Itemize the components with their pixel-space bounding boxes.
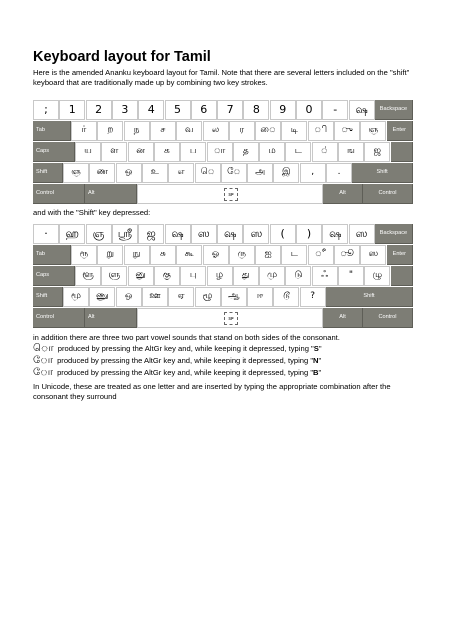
- key-label: 5: [174, 103, 181, 116]
- key-label: டூ: [282, 291, 290, 301]
- key-label: Control: [36, 314, 55, 320]
- normal-key: [360, 121, 386, 141]
- normal-key: [243, 100, 269, 120]
- key-label: ஸ: [197, 227, 210, 240]
- shift-key: [273, 287, 299, 307]
- key-label: Enter: [392, 127, 406, 133]
- normal-key: [89, 163, 115, 183]
- key-label: .: [337, 167, 341, 177]
- normal-key: [97, 121, 123, 141]
- key-label: து: [241, 270, 250, 280]
- key-label: ூ: [340, 249, 354, 259]
- key-label: ஞ: [368, 125, 379, 135]
- key-label: ஒ: [124, 291, 133, 301]
- normal-key: [180, 142, 206, 162]
- normal-spacebar: [137, 184, 323, 204]
- shift-key-caps: [33, 266, 75, 286]
- shift-key-enter: [387, 245, 413, 265]
- key-label: ணு: [95, 291, 109, 301]
- shift-key: [312, 266, 338, 286]
- vowel-line-3: ோ produced by pressing the AltGr key and, while keeping it depressed, typing "B": [33, 367, 322, 378]
- normal-key: [86, 100, 112, 120]
- vowel-line-2: ோ produced by pressing the AltGr key and, while keeping it depressed, typing "N": [33, 355, 322, 366]
- page-title: Keyboard layout for Tamil: [33, 49, 211, 65]
- shift-key-control: [33, 308, 85, 328]
- normal-key: [75, 142, 101, 162]
- key-label: ஸ: [250, 227, 263, 240]
- intro-paragraph: Here is the amended Ananku keyboard layout for Tamil. Note that there are several letters included on the "shift" keyboard that are traditionally made up by combining two key strokes.: [33, 68, 410, 87]
- shift-key: [33, 224, 59, 244]
- key-label: ஏ: [177, 291, 185, 301]
- key-label: ஒ: [124, 167, 133, 177]
- normal-key: [142, 163, 168, 183]
- vowel-line-1: ொ produced by pressing the AltGr key and, while keeping it depressed, typing "S": [33, 343, 322, 354]
- key-label: த: [242, 146, 249, 156]
- key-label: பு: [189, 270, 197, 280]
- normal-key: [128, 142, 154, 162]
- shift-key: [75, 266, 101, 286]
- shift-key: [255, 245, 281, 265]
- shift-key: [270, 224, 296, 244]
- shift-key: [142, 287, 168, 307]
- normal-key: [326, 163, 352, 183]
- key-label: ர்: [81, 125, 87, 135]
- key-label: 2: [95, 103, 103, 116]
- shift-key: [138, 224, 164, 244]
- key-label: ு: [341, 125, 353, 135]
- shift-key: [281, 245, 307, 265]
- key-label: ஸ: [368, 249, 379, 259]
- key-label: ழூ: [202, 291, 213, 301]
- key-label: ஐ: [264, 249, 272, 259]
- normal-key: [176, 121, 202, 141]
- key-label: ளூ: [82, 270, 94, 280]
- key-label: ல: [211, 125, 220, 135]
- normal-key: [233, 142, 259, 162]
- normal-key: [191, 100, 217, 120]
- key-label: ந: [133, 125, 140, 135]
- key-label: Tab: [36, 251, 46, 257]
- key-label: Alt: [339, 190, 346, 196]
- key-label: Caps: [36, 148, 50, 154]
- shift-key: [334, 245, 360, 265]
- key-label: ளு: [108, 270, 121, 280]
- normal-key: [195, 163, 221, 183]
- shift-key-alt: [323, 308, 363, 328]
- normal-key: [296, 100, 322, 120]
- normal-key: [270, 100, 296, 120]
- key-label: ழு: [372, 270, 383, 280]
- shift-key: [300, 287, 326, 307]
- key-label: ஸ: [355, 227, 368, 240]
- key-label: ": [348, 270, 354, 280]
- normal-key: [229, 121, 255, 141]
- shift-caption: and with the "Shift" key depressed:: [33, 208, 151, 217]
- key-label: ே: [227, 167, 241, 177]
- shift-key: [71, 245, 97, 265]
- key-label: ை: [260, 125, 276, 135]
- key-label: ள: [110, 146, 119, 156]
- shift-key: [349, 224, 375, 244]
- key-label: ஈ: [256, 291, 264, 301]
- normal-key-control: [363, 184, 413, 204]
- key-label: ஃ: [321, 270, 329, 280]
- key-label: ;: [44, 103, 48, 116]
- key-label: 4: [147, 103, 155, 116]
- key-label: வ: [184, 125, 194, 135]
- key-label: மு: [267, 270, 278, 280]
- key-label: 3: [121, 103, 129, 116]
- key-label: ஞ: [92, 227, 105, 240]
- shift-key: [217, 224, 243, 244]
- normal-key: [33, 100, 59, 120]
- shift-key: [168, 287, 194, 307]
- normal-key: [59, 100, 85, 120]
- key-label: ஜ: [373, 146, 382, 156]
- key-label: ீ: [314, 249, 327, 259]
- key-label: 1: [68, 103, 76, 116]
- addition-paragraph: in addition there are three two part vowel sounds that stand on both sides of the consonant.: [33, 333, 340, 342]
- shift-key: [150, 245, 176, 265]
- space-marker: ꜱᴘ: [224, 312, 238, 325]
- key-label: ஞ: [71, 167, 81, 177]
- normal-key: [101, 142, 127, 162]
- normal-key: [217, 100, 243, 120]
- normal-key-blank: [391, 142, 413, 162]
- key-label: ஷ: [355, 103, 368, 116]
- key-label: ): [306, 227, 312, 240]
- key-label: (: [280, 227, 285, 240]
- key-label: 0: [305, 103, 313, 116]
- key-label: 7: [226, 103, 234, 116]
- key-label: ஜ: [146, 227, 156, 240]
- key-label: ஓ: [211, 249, 220, 259]
- key-label: கு: [162, 270, 171, 280]
- key-label: நு: [132, 249, 141, 259]
- shift-key: [154, 266, 180, 286]
- vowel-glyph: ோ: [33, 367, 53, 378]
- shift-key: [338, 266, 364, 286]
- normal-key: [364, 142, 390, 162]
- normal-key: [154, 142, 180, 162]
- shift-key: [180, 266, 206, 286]
- key-label: 9: [279, 103, 287, 116]
- normal-key: [285, 142, 311, 162]
- shift-key-control: [363, 308, 413, 328]
- shift-key: [308, 245, 334, 265]
- key-label: Control: [378, 314, 397, 320]
- vowel-glyph: ோ: [33, 355, 53, 366]
- key-label: ற: [107, 125, 114, 135]
- shift-key-alt: [85, 308, 137, 328]
- normal-key: [203, 121, 229, 141]
- key-label: Tab: [36, 127, 46, 133]
- normal-key: [71, 121, 97, 141]
- key-label: அ: [255, 167, 266, 177]
- normal-key: [273, 163, 299, 183]
- normal-key: [112, 100, 138, 120]
- shift-key: [195, 287, 221, 307]
- normal-key: [168, 163, 194, 183]
- shift-key-shift: [326, 287, 413, 307]
- key-label: -: [333, 103, 338, 116]
- shift-key: [112, 224, 138, 244]
- normal-key: [165, 100, 191, 120]
- key-label: ம: [268, 146, 276, 156]
- shift-key: [364, 266, 390, 286]
- key-label: ப: [189, 146, 197, 156]
- key-label: ஸ்ரீ: [117, 227, 133, 240]
- key-label: இ: [282, 167, 291, 177]
- key-label: Alt: [88, 314, 95, 320]
- normal-key: [334, 121, 360, 141]
- key-label: Alt: [339, 314, 346, 320]
- normal-key: [150, 121, 176, 141]
- key-label: Shift: [376, 169, 388, 175]
- shift-key: [296, 224, 322, 244]
- key-label: ஷ: [171, 227, 184, 240]
- shift-key: [247, 287, 273, 307]
- keyboard-normal-layout: [33, 100, 413, 203]
- shift-key: [229, 245, 255, 265]
- key-label: க: [164, 146, 170, 156]
- normal-key-tab: [33, 121, 71, 141]
- shift-key: [63, 287, 89, 307]
- shift-key: [207, 266, 233, 286]
- key-label: Shift: [36, 293, 48, 299]
- normal-key: [281, 121, 307, 141]
- vowel-glyph: ொ: [33, 343, 54, 354]
- shift-key: [233, 266, 259, 286]
- key-label: ட: [290, 249, 298, 259]
- normal-key: [338, 142, 364, 162]
- key-label: Control: [36, 190, 55, 196]
- key-label: ழ: [215, 270, 224, 280]
- key-label: ெ: [200, 167, 215, 177]
- normal-key: [322, 100, 348, 120]
- key-label: ரூ: [79, 249, 89, 259]
- shift-key: [259, 266, 285, 286]
- key-label: எ: [177, 167, 185, 177]
- key-label: Control: [378, 190, 397, 196]
- key-label: று: [106, 249, 115, 259]
- key-label: ங: [347, 146, 355, 156]
- normal-key: [255, 121, 281, 141]
- key-label: னு: [135, 270, 146, 280]
- normal-key: [63, 163, 89, 183]
- normal-key-shift: [352, 163, 413, 183]
- shift-key: [322, 224, 348, 244]
- key-label: ய: [84, 146, 92, 156]
- normal-key-alt: [85, 184, 137, 204]
- key-label: Shift: [36, 169, 48, 175]
- key-label: ஆ: [228, 291, 240, 301]
- shift-key: [97, 245, 123, 265]
- shift-key-backspace: [375, 224, 413, 244]
- normal-key: [207, 142, 233, 162]
- shift-key-tab: [33, 245, 71, 265]
- shift-key: [59, 224, 85, 244]
- key-label: Alt: [88, 190, 95, 196]
- shift-key: [116, 287, 142, 307]
- shift-key: [86, 224, 112, 244]
- shift-key: [285, 266, 311, 286]
- key-label: டி: [290, 125, 298, 135]
- normal-key: [259, 142, 285, 162]
- normal-key-shift: [33, 163, 63, 183]
- shift-key-shift: [33, 287, 63, 307]
- key-label: கூ: [184, 249, 194, 259]
- key-label: ்: [320, 146, 329, 156]
- key-label: ஊ: [149, 291, 161, 301]
- key-label: ·: [44, 227, 48, 240]
- shift-spacebar: [137, 308, 323, 328]
- key-label: ?: [310, 291, 316, 301]
- shift-key: [191, 224, 217, 244]
- shift-key: [165, 224, 191, 244]
- key-label: 8: [252, 103, 260, 116]
- unicode-paragraph: In Unicode, these are treated as one letter and are inserted by typing the appropriate combination after the consonant they surround: [33, 382, 391, 401]
- key-label: Backspace: [379, 230, 408, 236]
- key-label: ி: [314, 125, 328, 135]
- key-label: மூ: [71, 291, 81, 301]
- key-label: 6: [200, 103, 208, 116]
- normal-key: [221, 163, 247, 183]
- key-label: ,: [311, 167, 315, 177]
- normal-key-enter: [387, 121, 413, 141]
- normal-key: [124, 121, 150, 141]
- shift-key-blank: [391, 266, 413, 286]
- normal-key-control: [33, 184, 85, 204]
- shift-key: [176, 245, 202, 265]
- key-label: ஹ: [65, 227, 80, 240]
- normal-key: [116, 163, 142, 183]
- normal-key: [138, 100, 164, 120]
- normal-key: [247, 163, 273, 183]
- key-label: ன: [136, 146, 145, 156]
- shift-key: [89, 287, 115, 307]
- shift-key: [243, 224, 269, 244]
- shift-key: [360, 245, 386, 265]
- normal-key-backspace: [375, 100, 413, 120]
- shift-key: [221, 287, 247, 307]
- key-label: Caps: [36, 272, 50, 278]
- key-label: ர: [239, 125, 245, 135]
- shift-key: [128, 266, 154, 286]
- key-label: ஷ: [223, 227, 237, 240]
- key-label: ா: [213, 146, 226, 156]
- key-label: ச: [160, 125, 166, 135]
- shift-key: [101, 266, 127, 286]
- key-label: உ: [150, 167, 159, 177]
- normal-key: [300, 163, 326, 183]
- key-label: ட: [294, 146, 302, 156]
- shift-key: [124, 245, 150, 265]
- key-label: சு: [159, 249, 166, 259]
- space-marker: ꜱᴘ: [224, 188, 238, 201]
- normal-key: [308, 121, 334, 141]
- key-label: டு: [294, 270, 303, 280]
- key-label: ஷ: [329, 227, 342, 240]
- shift-key: [203, 245, 229, 265]
- key-label: Shift: [363, 293, 375, 299]
- key-label: ண: [96, 167, 109, 177]
- normal-key-alt: [323, 184, 363, 204]
- key-label: Backspace: [379, 106, 408, 112]
- normal-key: [312, 142, 338, 162]
- keyboard-shift-layout: [33, 224, 413, 327]
- normal-key-caps: [33, 142, 75, 162]
- key-label: Enter: [392, 251, 406, 257]
- key-label: ரு: [237, 249, 246, 259]
- normal-key: [349, 100, 375, 120]
